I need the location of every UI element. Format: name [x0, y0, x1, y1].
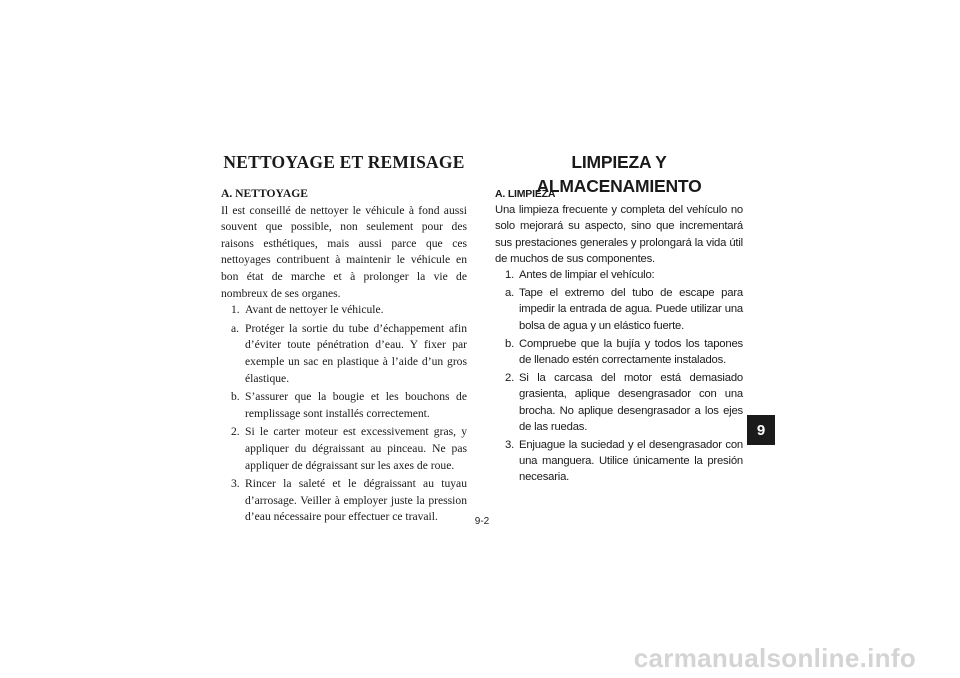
- spanish-list-item: [495, 437, 743, 486]
- spanish-list-item: [495, 267, 743, 283]
- spanish-list-item: [495, 285, 743, 334]
- french-item-number: a.: [231, 321, 240, 335]
- spanish-item-number: a.: [505, 287, 515, 300]
- french-intro: Il est conseillé de nettoyer le véhicule à fond aussi souvent que possible, non seulement pour des raisons esthétiques, mais aussi parce que ces nettoyages contribuent à maintenir le véhicule en bon état de marche et à prolonger la vie de nombreux de ses organes.: [221, 203, 467, 300]
- spanish-item-text: Si la carcasa del motor está demasiado grasienta, aplique desengrasador con una brocha. No aplique desengrasador a los ejes de las ruedas.: [519, 372, 743, 433]
- spanish-item-number: b.: [505, 337, 515, 350]
- french-item-number: 2.: [231, 425, 240, 439]
- french-item-text: Rincer la saleté et le dégraissant au tuyau d’arrosage. Veiller à employer juste la pression d’eau nécessaire pour effectuer ce travail.: [245, 477, 467, 524]
- french-title: NETTOYAGE ET REMISAGE: [223, 152, 465, 172]
- french-item-number: 3.: [231, 477, 240, 491]
- french-list-item: [221, 321, 467, 387]
- french-item-text: Si le carter moteur est excessivement gras, y appliquer du dégraissant au pinceau. Ne pas appliquer de dégraissant sur les axes de roue.: [245, 425, 467, 472]
- spanish-item-text: Tape el extremo del tubo de escape para impedir la entrada de agua. Puede utilizar una bolsa de agua y un elástico fuerte.: [519, 287, 743, 332]
- french-list-item: [221, 424, 467, 474]
- spanish-item-number: 3.: [505, 439, 515, 452]
- french-list-item: [221, 302, 467, 319]
- spanish-item-number: 1.: [505, 269, 515, 282]
- french-column: [221, 150, 467, 526]
- french-list-item: [221, 476, 467, 526]
- french-list-item: [221, 389, 467, 422]
- spanish-list-item: [495, 370, 743, 435]
- french-item-number: 1.: [231, 303, 240, 317]
- spanish-intro: Una limpieza frecuente y completa del vehículo no solo mejorará su aspecto, sino que incrementará sus prestaciones generales y prolongará la vida útil de muchos de sus componentes.: [495, 204, 743, 265]
- chapter-tab: 9: [747, 415, 775, 445]
- spanish-item-text: Antes de limpiar el vehículo:: [519, 269, 655, 282]
- french-item-text: Protéger la sortie du tube d’échappement afin d’éviter toute pénétration d’eau. Y fixer par exemple un sac en plastique à l’aide d’un gros élastique.: [245, 321, 467, 385]
- spanish-item-text: Enjuague la suciedad y el desengrasador con una manguera. Utilice únicamente la presión necesaria.: [519, 439, 743, 484]
- french-item-text: Avant de nettoyer le véhicule.: [245, 303, 384, 317]
- french-subtitle: A. NETTOYAGE: [221, 187, 308, 200]
- watermark: carmanualsonline.info: [633, 643, 916, 673]
- spanish-subtitle: A. LIMPIEZA: [495, 188, 556, 200]
- spanish-item-number: 2.: [505, 372, 515, 385]
- spanish-title: LIMPIEZA Y ALMACENAMIENTO: [536, 152, 702, 196]
- spanish-item-text: Compruebe que la bujía y todos los tapones de llenado estén correctamente instalados.: [519, 337, 743, 367]
- spanish-list-item: [495, 336, 743, 368]
- page-number: 9-2: [474, 516, 490, 527]
- french-item-text: S’assurer que la bougie et les bouchons de remplissage sont installés correctement.: [245, 390, 467, 420]
- french-item-number: b.: [231, 390, 240, 404]
- spanish-column: [495, 150, 743, 486]
